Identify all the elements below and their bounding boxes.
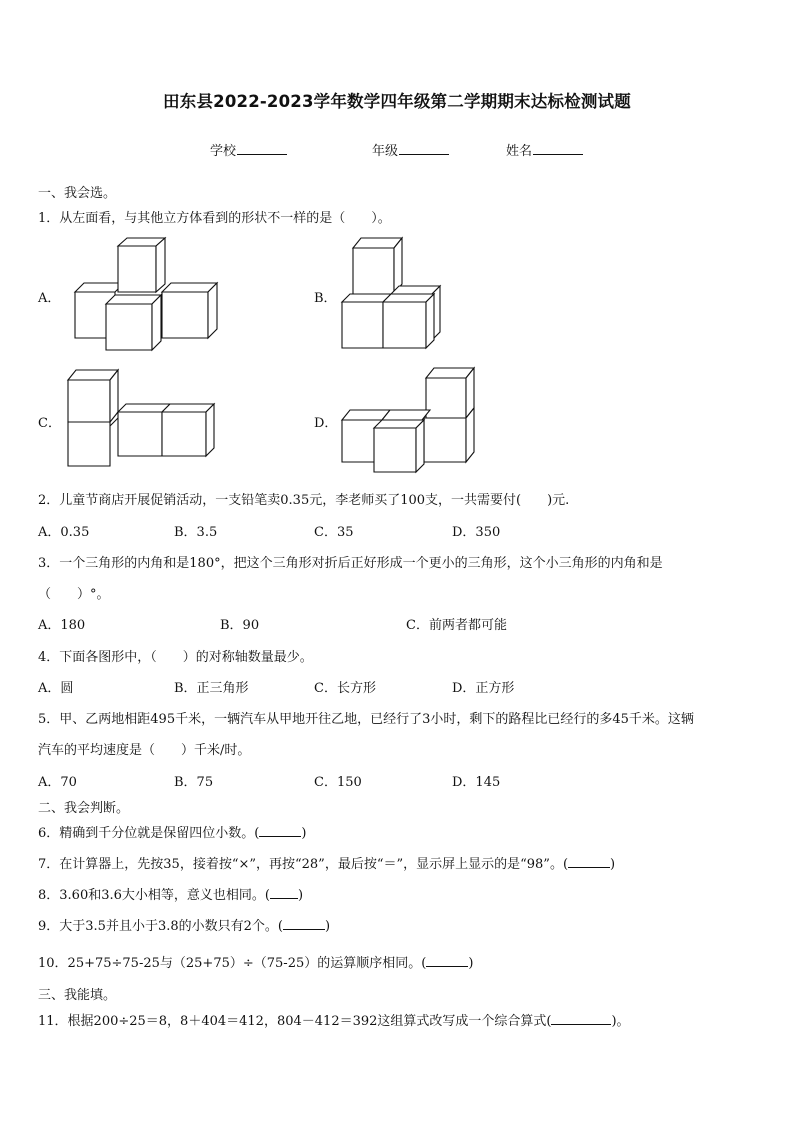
question-6-text: 6．精确到千分位就是保留四位小数。( [38,826,260,841]
q10-close-paren: ) [468,956,474,971]
q3-option-a[interactable]: A．180 [38,618,86,633]
question-2: 2．儿童节商店开展促销活动，一支铅笔卖0.35元，李老师买了100支，一共需要付( )元. [38,493,570,508]
cube-figure-b [338,234,448,352]
name-label: 姓名 [506,144,533,159]
q7-answer-blank[interactable] [568,855,610,868]
question-11-text: 11．根据200÷25＝8，8＋404＝412，804－412＝392这组算式改写成一个综合算式( [38,1014,552,1029]
q6-answer-blank[interactable] [259,824,301,837]
q4-option-a[interactable]: A．圆 [38,681,74,696]
question-8 [38,884,303,903]
question-9 [38,915,330,934]
q5-option-c[interactable]: C．150 [314,775,362,790]
school-label: 学校 [210,144,237,159]
question-11 [38,1010,630,1029]
school-blank[interactable] [237,142,287,155]
q11-answer-blank[interactable] [551,1012,611,1025]
question-3-line-1: 3．一个三角形的内角和是180°，把这个三角形对折后正好形成一个更小的三角形，这个小三角形的内角和是 [38,556,663,571]
name-field [506,140,583,159]
question-8-text: 8．3.60和3.6大小相等，意义也相同。( [38,888,270,903]
question-4: 4．下面各图形中，（ ）的对称轴数量最少。 [38,650,313,665]
q5-option-b[interactable]: B．75 [174,775,214,790]
section-3-heading: 三、我能填。 [38,988,117,1003]
q5-option-d[interactable]: D．145 [452,775,501,790]
school-field [210,140,287,159]
question-9-text: 9．大于3.5并且小于3.8的小数只有2个。( [38,919,283,934]
q1-option-a-label[interactable]: A． [38,291,61,306]
section-1-heading: 一、我会选。 [38,186,117,201]
question-3-line-2: （ ）°。 [38,587,110,602]
question-5-line-1: 5．甲、乙两地相距495千米，一辆汽车从甲地开往乙地，已经行了3小时，剩下的路程比已经行的多45千米。这辆 [38,712,694,727]
q4-option-d[interactable]: D．正方形 [452,681,515,696]
question-10 [38,952,473,971]
q2-option-b[interactable]: B．3.5 [174,525,218,540]
cube-figure-a [70,234,220,354]
q4-option-c[interactable]: C．长方形 [314,681,376,696]
q9-close-paren: ) [324,919,331,934]
cube-figure-d [336,364,476,476]
q1-option-d-label[interactable]: D． [314,416,338,431]
q1-option-b-label[interactable]: B． [314,291,337,306]
name-blank[interactable] [533,142,583,155]
question-6 [38,822,306,841]
cube-figure-c [64,366,220,470]
q10-answer-blank[interactable] [426,954,468,967]
section-2-heading: 二、我会判断。 [38,801,130,816]
q2-option-d[interactable]: D．350 [452,525,501,540]
q3-option-c[interactable]: C．前两者都可能 [406,618,507,633]
question-7-text: 7．在计算器上，先按35，接着按“×”，再按“28”，最后按“＝”，显示屏上显示的是“98”。( [38,857,569,872]
q3-option-b[interactable]: B．90 [220,618,260,633]
grade-field [372,140,449,159]
q9-answer-blank[interactable] [283,917,325,930]
q2-option-a[interactable]: A．0.35 [38,525,90,540]
q11-close-paren: )。 [611,1014,630,1029]
q8-answer-blank[interactable] [270,886,298,899]
question-1: 1．从左面看，与其他立方体看到的形状不一样的是（ ）。 [38,211,391,226]
question-7 [38,853,615,872]
grade-blank[interactable] [399,142,449,155]
q8-close-paren: ) [297,888,304,903]
grade-label: 年级 [372,144,399,159]
page-title: 田东县2022-2023学年数学四年级第二学期期末达标检测试题 [163,92,631,111]
question-10-text: 10．25+75÷75-25与（25+75）÷（75-25）的运算顺序相同。( [38,956,427,971]
q6-close-paren: ) [301,826,307,841]
q2-option-c[interactable]: C．35 [314,525,354,540]
q7-close-paren: ) [610,857,616,872]
q4-option-b[interactable]: B．正三角形 [174,681,249,696]
q5-option-a[interactable]: A．70 [38,775,77,790]
q1-option-c-label[interactable]: C． [38,416,61,431]
question-5-line-2: 汽车的平均速度是（ ）千米/时。 [38,743,251,758]
